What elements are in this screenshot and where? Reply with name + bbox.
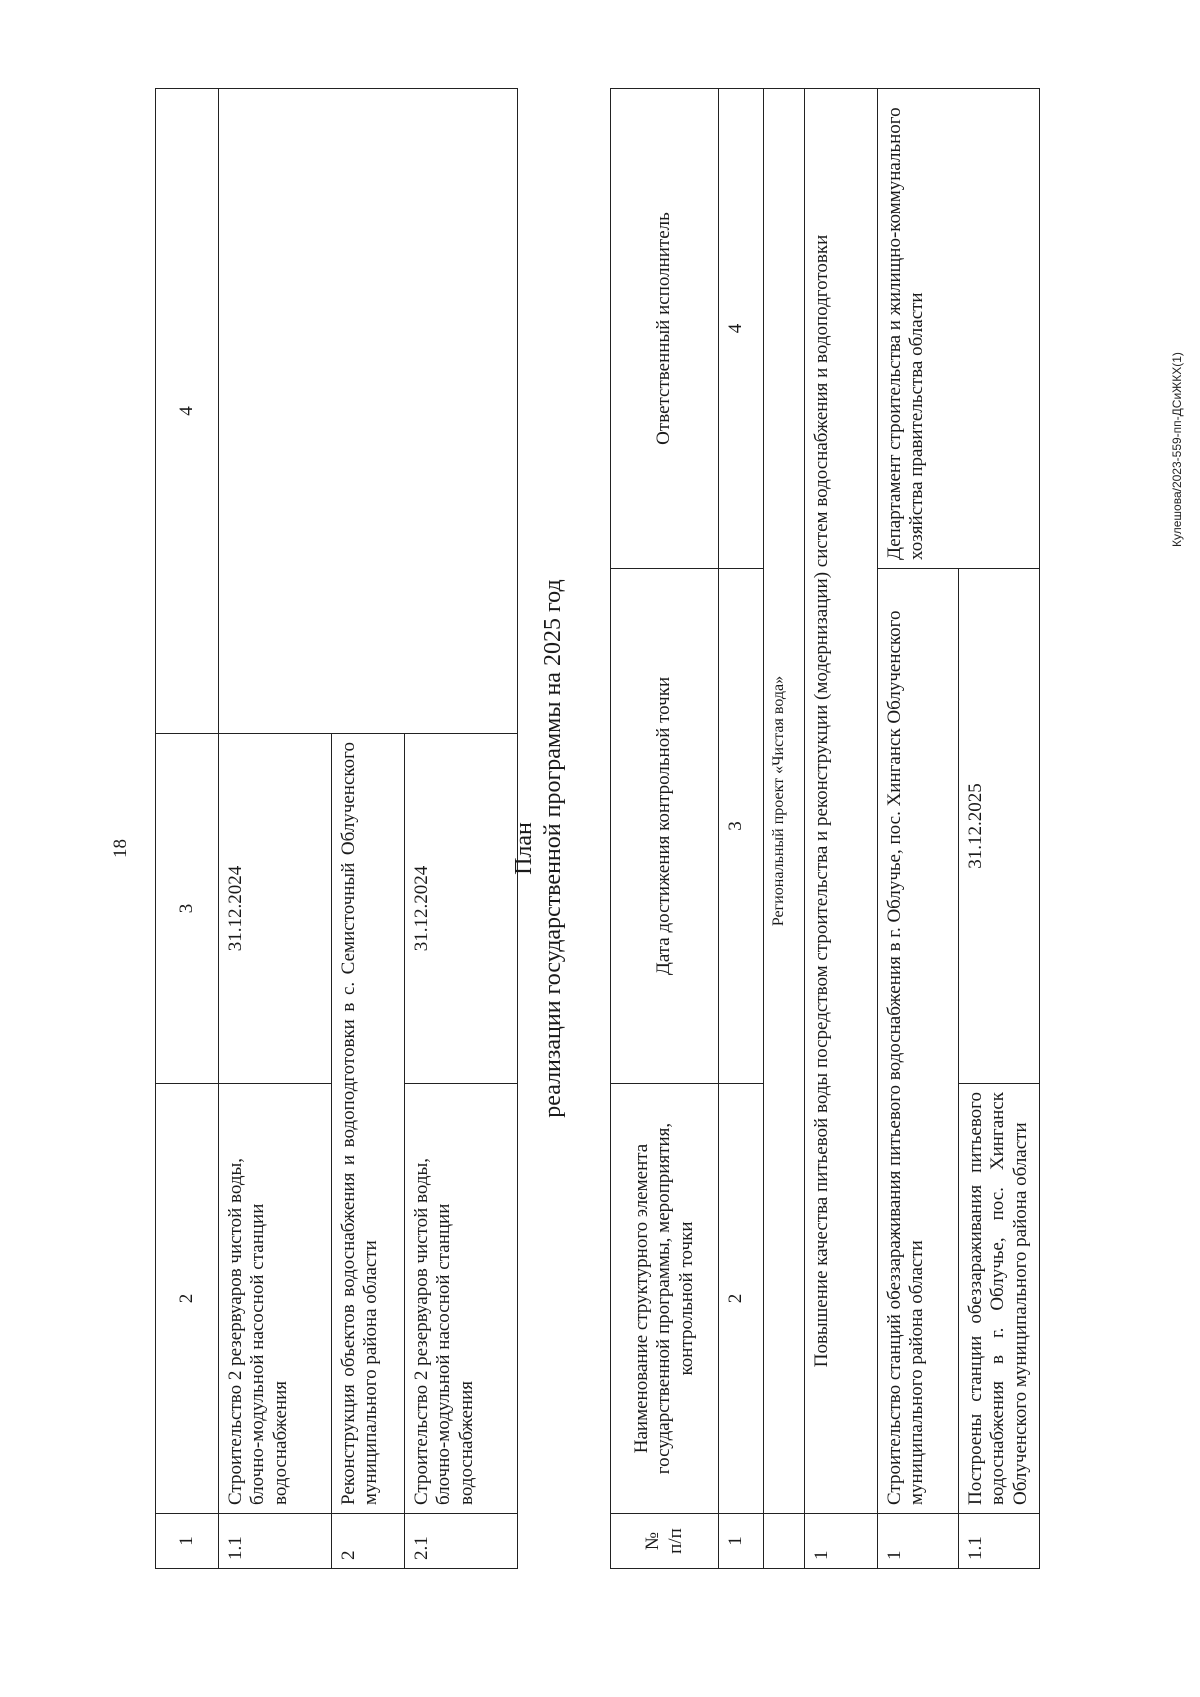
row-exec [219,89,518,734]
colnum-2: 2 [156,1084,219,1514]
plan-title: План [511,822,537,875]
row-name: Строительство 2 резервуаров чистой воды, блочно-модульной насосной станции водоснабжения [219,1084,332,1514]
row-num: 1.1 [959,1514,1040,1569]
table-header-row [156,89,219,1569]
goal-row [805,89,878,1569]
header-num: № п/п [611,1514,719,1569]
event-row [878,89,959,1569]
row-date: 31.12.2024 [219,734,332,1084]
header-name: Наименование структурного элемента государственной программы, мероприятия, контрольной точки [611,1084,719,1514]
colnum-4: 4 [156,89,219,734]
page-number: 18 [110,839,131,858]
event-text: Строительство станций обеззараживания питьевого водоснабжения в г. Облучье, пос. Хинганск Облученского муниципального района области [878,569,959,1514]
row-name: Реконструкция объектов водоснабжения и водоподготовки в с. Семисточный Облученского муниципального района области [332,734,405,1514]
row-num: 2 [332,1514,405,1569]
row-date: 31.12.2024 [405,734,518,1084]
goal-text: Повышение качества питьевой воды посредством строительства и реконструкции (модернизации) систем водоснабжения и водоподготовки [805,89,878,1514]
row-num: 1 [805,1514,878,1569]
row-num: 1 [878,1514,959,1569]
row-name: Строительство 2 резервуаров чистой воды, блочно-модульной насосной станции водоснабжения [405,1084,518,1514]
row-num: 2.1 [405,1514,518,1569]
plan-heading [510,0,568,1697]
colnum-row [719,89,764,1569]
event-exec: Департамент строительства и жилищно-коммунального хозяйства правительства области [878,89,1040,569]
colnum-4: 4 [719,89,764,569]
regional-project-row [764,89,805,1569]
colnum-1: 1 [156,1514,219,1569]
plan-subtitle: реализации государственной программы на 2025 год [539,579,566,1118]
colnum-3: 3 [156,734,219,1084]
checkpoint-text: Построены станции обеззараживания питьевого водоснабжения в г. Облучье, пос. Хинганск Облученского муниципального района области [959,1084,1040,1514]
plan-table [610,88,1040,1569]
checkpoint-date: 31.12.2025 [959,569,1040,1084]
table-row [219,89,332,1569]
regional-project-title: Региональный проект «Чистая вода» [764,89,805,1514]
row-num: 1.1 [219,1514,332,1569]
colnum-1: 1 [719,1514,764,1569]
colnum-2: 2 [719,1084,764,1514]
header-date: Дата достижения контрольной точки [611,569,719,1084]
table-header-row [611,89,719,1569]
header-exec: Ответственный исполнитель [611,89,719,569]
footer-code: Кулешова/2023-559-пп-ДСиЖКХ(1) [1170,352,1184,547]
continuation-table [155,88,518,1569]
colnum-3: 3 [719,569,764,1084]
